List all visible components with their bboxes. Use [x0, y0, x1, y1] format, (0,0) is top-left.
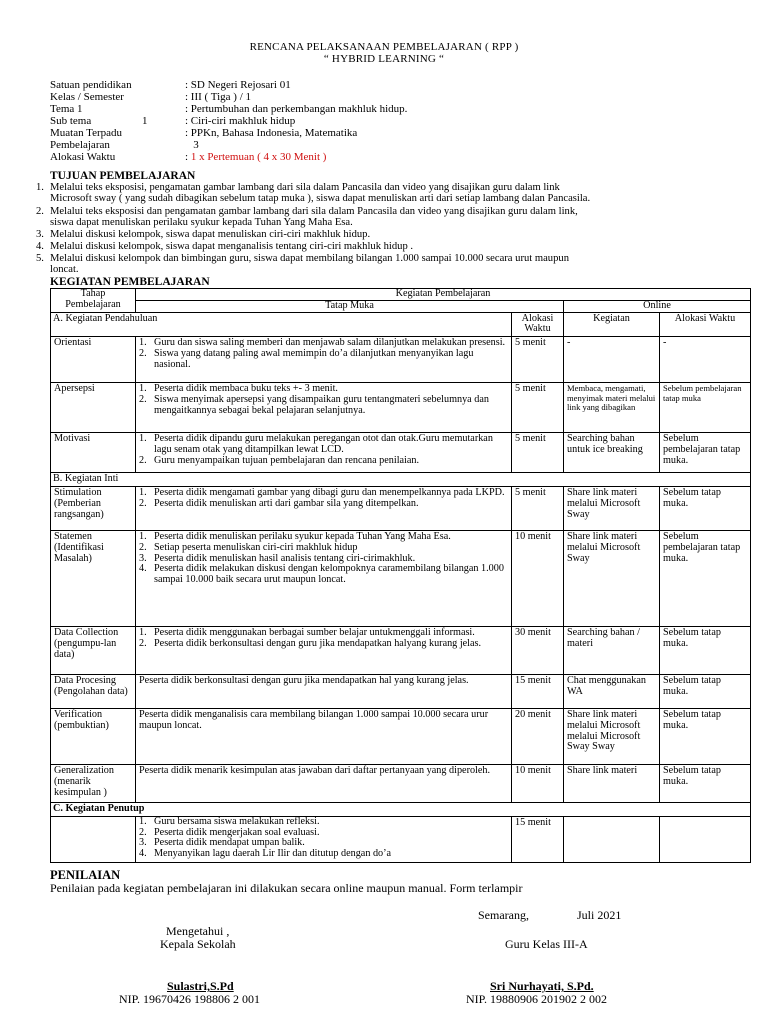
list-item: 2. Siswa yang datang paling awal memimpin do’a dilanjutkan menyanyikan lagu nasional.	[139, 347, 474, 370]
guru-kelas-label: Guru Kelas III-A	[505, 937, 588, 951]
section-b-label: B. Kegiatan Inti	[51, 473, 751, 487]
col-tahap-header: Tahap Pembelajaran	[51, 289, 136, 313]
time-cell: 5 menit	[512, 433, 564, 473]
activity-cell	[136, 626, 512, 674]
table-row	[51, 530, 751, 626]
online-cell: -	[564, 337, 660, 383]
time-cell: 20 menit	[512, 708, 564, 764]
col-alokasi-header: Alokasi Waktu	[512, 312, 564, 337]
stage-cell	[51, 816, 136, 862]
col-online-header: Online	[564, 300, 751, 312]
tujuan-item: 1. Melalui teks eksposisi, pengamatan gambar lambang dari sila dalam Pancasila dan video yang disajikan guru dalam link Microsoft sway ( yang sudah dibagikan sebelum tatap muka ), siswa dapat menuliskan arti dari setiap lambang dalan Pancasila.	[36, 182, 591, 204]
tujuan-item: 5. Melalui diskusi kelompok dan bimbingan guru, siswa dapat membilang bilangan 1.000 sampai 10.000 secara urut maupun loncat.	[36, 253, 569, 275]
stage-cell: Motivasi	[51, 433, 136, 473]
penilaian-text: Penilaian pada kegiatan pembelajaran ini dilakukan secara online maupun manual. Form terlampir	[50, 881, 523, 895]
tujuan-item: 3. Melalui diskusi kelompok, siswa dapat menuliskan ciri-ciri makhluk hidup.	[36, 229, 371, 240]
tujuan-item: 2. Melalui teks eksposisi dan pengamatan gambar lambang dari sila dalam Pancasila dan video yang disajikan guru dalam link, siswa dapat menuliskan perilaku syukur kepada Tuhan Yang Maha Esa.	[36, 206, 578, 228]
online-cell	[564, 816, 660, 862]
tujuan-heading: TUJUAN PEMBELAJARAN	[50, 170, 196, 182]
online-cell: Share link materi melalui Microsoft melalui Microsoft Sway Sway	[564, 708, 660, 764]
online-time-cell	[660, 816, 751, 862]
online-time-cell: Sebelum pembelajaran tatap muka.	[660, 530, 751, 626]
identity-row-tema: Tema 1 : Pertumbuhan dan perkembangan makhluk hidup.	[50, 103, 408, 115]
table-row	[51, 802, 751, 816]
guru-kelas-name: Sri Nurhayati, S.Pd.	[490, 979, 594, 993]
table-header-row	[51, 289, 751, 301]
list-item: 2. Setiap peserta menuliskan ciri-ciri makhluk hidup	[139, 541, 358, 553]
activity-cell	[136, 486, 512, 530]
stage-cell: Data Collection (pengumpu-lan data)	[51, 626, 136, 674]
signature-date: Juli 2021	[577, 908, 622, 922]
document-subtitle: “ HYBRID LEARNING “	[323, 53, 445, 65]
list-item: 1. Peserta didik menuliskan perilaku syukur kepada Tuhan Yang Maha Esa.	[139, 530, 451, 542]
table-row	[51, 383, 751, 433]
list-item: 3. Peserta didik menuliskan hasil analisis tentang ciri-cirimakhluk.	[139, 552, 416, 564]
table-row	[51, 473, 751, 487]
time-cell: 5 menit	[512, 337, 564, 383]
online-time-cell: Sebelum tatap muka.	[660, 486, 751, 530]
kegiatan-heading: KEGIATAN PEMBELAJARAN	[50, 276, 210, 288]
activity-cell	[136, 337, 512, 383]
penilaian-heading: PENILAIAN	[50, 868, 121, 882]
activity-cell: Peserta didik menganalisis cara membilang bilangan 1.000 sampai 10.000 secara urur maupun loncat.	[136, 708, 512, 764]
tujuan-item: 4. Melalui diskusi kelompok, siswa dapat menganalisis tentang ciri-ciri makhluk hidup .	[36, 241, 414, 252]
list-item: 2. Siswa menyimak apersepsi yang disampaikan guru tentangmateri sebelumnya dan mengaitkannya sebagai bekal pelajaran selanjutnya.	[139, 393, 489, 416]
online-time-cell: Sebelum tatap muka.	[660, 764, 751, 802]
stage-cell: Statemen (Identifikasi Masalah)	[51, 530, 136, 626]
table-row	[51, 708, 751, 764]
section-a-label: A. Kegiatan Pendahuluan	[51, 312, 512, 337]
kepala-sekolah-nip: NIP. 19670426 198806 2 001	[119, 992, 261, 1006]
activity-cell	[136, 530, 512, 626]
stage-cell: Generalization (menarik kesimpulan )	[51, 764, 136, 802]
stage-cell: Apersepsi	[51, 383, 136, 433]
online-cell: Chat menggunakan WA	[564, 674, 660, 708]
time-cell: 10 menit	[512, 530, 564, 626]
table-row	[51, 764, 751, 802]
document-title: RENCANA PELAKSANAAN PEMBELAJARAN ( RPP )	[249, 41, 519, 53]
time-cell: 5 menit	[512, 486, 564, 530]
signature-place: Semarang,	[478, 908, 529, 922]
kepala-sekolah-name: Sulastri,S.Pd	[167, 979, 234, 993]
time-cell: 30 menit	[512, 626, 564, 674]
mengetahui-label: Mengetahui ,	[166, 924, 230, 938]
identity-row-alokasi: Alokasi Waktu : 1 x Pertemuan ( 4 x 30 Menit )	[50, 151, 327, 163]
kepala-sekolah-label: Kepala Sekolah	[160, 937, 236, 951]
online-cell: Share link materi melalui Microsoft Sway	[564, 486, 660, 530]
table-row	[51, 486, 751, 530]
activity-cell: Peserta didik menarik kesimpulan atas jawaban dari daftar pertanyaan yang diperoleh.	[136, 764, 512, 802]
table-row	[51, 312, 751, 337]
online-cell: Share link materi	[564, 764, 660, 802]
col-alokasi-online-header: Alokasi Waktu	[660, 312, 751, 337]
online-time-cell: Sebelum pembelajaran tatap muka.	[660, 433, 751, 473]
stage-cell: Data Procesing (Pengolahan data)	[51, 674, 136, 708]
activity-cell: Peserta didik berkonsultasi dengan guru jika mendapatkan hal yang kurang jelas.	[136, 674, 512, 708]
col-tatap-muka-header: Tatap Muka	[136, 300, 564, 312]
online-time-cell: Sebelum tatap muka.	[660, 626, 751, 674]
online-cell: Searching bahan / materi	[564, 626, 660, 674]
table-row	[51, 816, 751, 862]
table-header-row	[51, 300, 751, 312]
list-item: 3. Peserta didik mendapat umpan balik.	[139, 837, 305, 849]
online-cell: Membaca, mengamati, menyimak materi melalui link yang dibagikan	[564, 383, 660, 433]
identity-row-kelas: Kelas / Semester : III ( Tiga ) / 1	[50, 91, 251, 103]
list-item: 2. Peserta didik mengerjakan soal evaluasi.	[139, 826, 320, 838]
guru-kelas-nip: NIP. 19880906 201902 2 002	[466, 992, 608, 1006]
kegiatan-table	[50, 288, 751, 863]
activity-cell	[136, 433, 512, 473]
stage-cell: Orientasi	[51, 337, 136, 383]
time-cell: 10 menit	[512, 764, 564, 802]
online-time-cell: -	[660, 337, 751, 383]
identity-row-pembelajaran: Pembelajaran 3	[50, 139, 199, 151]
activity-cell	[136, 383, 512, 433]
identity-row-subtema: Sub tema 1 : Ciri-ciri makhluk hidup	[50, 115, 296, 127]
list-item: 2. Peserta didik berkonsultasi dengan guru jika mendapatkan halyang kurang jelas.	[139, 637, 482, 649]
list-item: 1. Peserta didik menggunakan berbagai sumber belajar untukmenggali informasi.	[139, 626, 475, 638]
section-c-label: C. Kegiatan Penutup	[51, 802, 751, 816]
online-cell: Searching bahan untuk ice breaking	[564, 433, 660, 473]
online-time-cell: Sebelum pembelajaran tatap muka	[660, 383, 751, 433]
col-kegiatan-online-header: Kegiatan	[564, 312, 660, 337]
table-row	[51, 433, 751, 473]
online-time-cell: Sebelum tatap muka.	[660, 674, 751, 708]
time-cell: 5 menit	[512, 383, 564, 433]
col-kegiatan-header: Kegiatan Pembelajaran	[136, 289, 751, 301]
table-row	[51, 337, 751, 383]
list-item: 1. Guru bersama siswa melakukan refleksi.	[139, 815, 320, 827]
list-item: 1. Peserta didik mengamati gambar yang dibagi guru dan menempelkannya pada LKPD.	[139, 486, 505, 498]
alokasi-waktu-value: 1 x Pertemuan ( 4 x 30 Menit )	[190, 151, 327, 163]
stage-cell: Stimulation (Pemberian rangsangan)	[51, 486, 136, 530]
list-item: 4. Menyanyikan lagu daerah Lir Ilir dan ditutup dengan do’a	[139, 848, 392, 860]
list-item: 1. Guru dan siswa saling memberi dan menjawab salam dilanjutkan melakukan presensi.	[139, 337, 506, 349]
stage-cell: Verification (pembuktian)	[51, 708, 136, 764]
list-item: 2. Guru menyampaikan tujuan pembelajaran dan rencana penilaian.	[139, 454, 420, 466]
online-cell: Share link materi melalui Microsoft Sway	[564, 530, 660, 626]
identity-row-muatan: Muatan Terpadu : PPKn, Bahasa Indonesia, Matematika	[50, 127, 358, 139]
activity-cell	[136, 816, 512, 862]
table-row	[51, 626, 751, 674]
list-item: 2. Peserta didik menuliskan arti dari gambar sila yang ditempelkan.	[139, 497, 419, 509]
identity-row-satuan: Satuan pendidikan : SD Negeri Rejosari 01	[50, 79, 291, 91]
list-item: 4. Peserta didik melakukan diskusi dengan kelompoknya caramembilang bilangan 1.000 sampai 10.000 baik secara urut maupun loncat.	[139, 563, 504, 586]
time-cell: 15 menit	[512, 816, 564, 862]
list-item: 1. Peserta didik membaca buku teks +- 3 menit.	[139, 383, 338, 395]
time-cell: 15 menit	[512, 674, 564, 708]
online-time-cell: Sebelum tatap muka.	[660, 708, 751, 764]
table-row	[51, 674, 751, 708]
list-item: 1. Peserta didik dipandu guru melakukan peregangan otot dan otak.Guru memutarkan lagu senam otak yang ditampilkan lewat LCD.	[139, 433, 493, 455]
